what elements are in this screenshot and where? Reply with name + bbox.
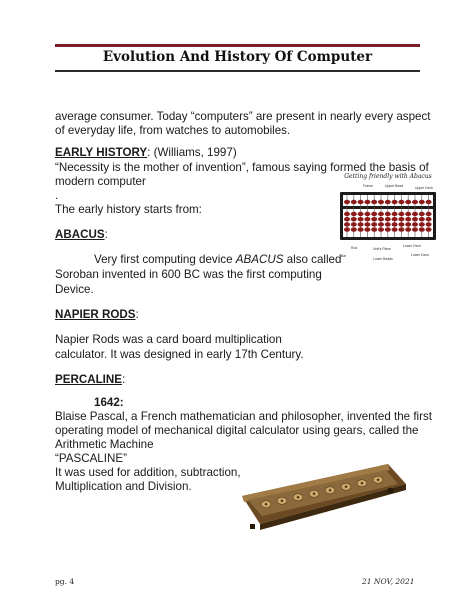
early-history-citation: : (Williams, 1997) <box>147 146 237 159</box>
abacus-label-frame: Frame <box>363 184 373 188</box>
pascaline-dial-hub <box>297 496 299 498</box>
abacus-lower-bead <box>398 227 404 231</box>
abacus-line-3: Device. <box>55 283 94 296</box>
pascaline-dial-hub <box>265 503 267 505</box>
abacus-figure <box>333 170 443 268</box>
title-bottom-rule <box>55 70 420 72</box>
pascaline-dial-hub <box>377 479 379 481</box>
abacus-lower-bead <box>398 212 404 216</box>
pascaline-heading-colon: : <box>122 373 126 386</box>
abacus-lower-bead <box>351 227 357 231</box>
abacus-lower-bead <box>344 212 350 216</box>
abacus-lower-bead <box>371 212 377 216</box>
napier-heading-colon: : <box>135 308 139 321</box>
pascaline-line-4: “PASCALINE” <box>55 452 127 465</box>
abacus-lower-bead <box>371 227 377 231</box>
abacus-label-units: Unit's Place <box>373 247 391 251</box>
abacus-lower-bead <box>385 227 391 231</box>
abacus-lower-bead <box>358 222 364 226</box>
abacus-upper-bead <box>392 200 398 204</box>
abacus-lower-bead <box>351 217 357 221</box>
abacus-heading: ABACUS <box>55 228 105 241</box>
abacus-upper-bead <box>371 200 377 204</box>
page-number: pg. 4 <box>55 577 75 586</box>
quote-line-1: “Necessity is the mother of invention”, famous saying formed the basis of <box>55 161 429 174</box>
abacus-lower-bead <box>419 222 425 226</box>
abacus-upper-bead <box>358 200 364 204</box>
footer-date: 21 NOV, 2021 <box>362 577 415 586</box>
abacus-line-2: Soroban invented in 600 BC was the first computing <box>55 268 322 281</box>
abacus-lower-bead <box>378 222 384 226</box>
abacus-label-upper-deck: Upper Deck <box>415 186 433 190</box>
abacus-upper-bead <box>419 200 425 204</box>
abacus-lower-bead <box>385 222 391 226</box>
abacus-lower-bead <box>364 227 370 231</box>
quote-line-2: modern computer <box>55 175 146 188</box>
abacus-lower-bead <box>426 222 432 226</box>
pascaline-heading: PERCALINE <box>55 373 122 386</box>
abacus-line-1-italic: ABACUS <box>235 253 284 266</box>
pascaline-dial-hub <box>281 500 283 502</box>
intro-line-2: of everyday life, from watches to automobiles. <box>55 124 291 137</box>
abacus-lower-bead <box>378 212 384 216</box>
abacus-lower-bead <box>419 212 425 216</box>
abacus-line-1 <box>94 253 341 267</box>
abacus-figure-caption: Getting friendly with Abacus <box>344 173 432 180</box>
abacus-upper-bead <box>344 200 350 204</box>
abacus-lower-bead <box>371 217 377 221</box>
early-history-heading: EARLY HISTORY <box>55 146 148 159</box>
abacus-line-1-suffix: also called <box>283 253 342 266</box>
abacus-lower-bead <box>364 217 370 221</box>
abacus-lower-bead <box>405 227 411 231</box>
title-top-rule <box>55 44 420 47</box>
pascaline-heading-line <box>55 373 125 387</box>
abacus-upper-bead <box>426 200 432 204</box>
pascaline-line-6: Multiplication and Division. <box>55 480 192 493</box>
abacus-lower-bead <box>364 212 370 216</box>
abacus-label-lower-beads: Lower Beads <box>373 257 393 261</box>
abacus-lower-bead <box>405 217 411 221</box>
abacus-lower-bead <box>344 217 350 221</box>
separator-dot: . <box>55 189 59 202</box>
pascaline-line-1: Blaise Pascal, a French mathematician and philosopher, invented the first <box>55 410 433 423</box>
abacus-lower-bead <box>358 227 364 231</box>
abacus-lower-bead <box>378 227 384 231</box>
abacus-lower-bead <box>419 217 425 221</box>
abacus-lower-bead <box>392 227 398 231</box>
early-history-starts: The early history starts from: <box>55 203 202 216</box>
abacus-heading-colon: : <box>104 228 108 241</box>
abacus-lower-bead <box>419 227 425 231</box>
abacus-upper-bead <box>378 200 384 204</box>
abacus-label-upper-bead: Upper Bead <box>385 184 404 188</box>
abacus-lower-bead <box>351 212 357 216</box>
abacus-upper-bead <box>405 200 411 204</box>
abacus-lower-bead <box>392 217 398 221</box>
abacus-lower-bead <box>412 222 418 226</box>
napier-line-1: Napier Rods was a card board multiplication <box>55 333 282 346</box>
abacus-lower-bead <box>392 212 398 216</box>
pascaline-dial-hub <box>329 489 331 491</box>
intro-line-1: average consumer. Today “computers” are present in nearly every aspect <box>55 110 431 123</box>
pascaline-dial-hub <box>345 486 347 488</box>
abacus-lower-bead <box>412 217 418 221</box>
abacus-lower-bead <box>412 227 418 231</box>
abacus-label-rod: Rod <box>351 246 358 250</box>
abacus-lower-bead <box>358 217 364 221</box>
abacus-lower-bead <box>344 222 350 226</box>
abacus-line-1-prefix: Very first computing device <box>94 253 236 266</box>
pascaline-dial-hub <box>361 482 363 484</box>
abacus-lower-bead <box>426 212 432 216</box>
page-title: Evolution And History Of Computer <box>102 49 373 65</box>
pascaline-dial-hub <box>313 493 315 495</box>
abacus-label-lower-deck: Lower Deck <box>403 244 421 248</box>
abacus-label-bar: Bar <box>341 254 347 258</box>
napier-line-2: calculator. It was designed in early 17th Century. <box>55 348 304 361</box>
pascaline-year: 1642: <box>94 396 124 409</box>
abacus-lower-bead <box>426 217 432 221</box>
abacus-lower-bead <box>405 212 411 216</box>
pascaline-foot-left <box>250 524 255 529</box>
abacus-lower-bead <box>398 217 404 221</box>
abacus-lower-bead <box>426 227 432 231</box>
abacus-lower-bead <box>344 227 350 231</box>
pascaline-foot-right <box>388 488 393 493</box>
napier-heading: NAPIER RODS <box>55 308 136 321</box>
abacus-lower-bead <box>351 222 357 226</box>
abacus-upper-bead <box>412 200 418 204</box>
abacus-lower-bead <box>392 222 398 226</box>
abacus-lower-bead <box>371 222 377 226</box>
abacus-upper-bead <box>364 200 370 204</box>
pascaline-line-5: It was used for addition, subtraction, <box>55 466 241 479</box>
abacus-lower-bead <box>358 212 364 216</box>
napier-heading-line <box>55 308 139 322</box>
pascaline-line-2: operating model of mechanical digital calculator using gears, called the <box>55 424 419 437</box>
early-history-heading-line <box>55 146 237 160</box>
abacus-upper-bead <box>351 200 357 204</box>
abacus-lower-bead <box>385 212 391 216</box>
abacus-lower-bead <box>412 212 418 216</box>
abacus-upper-bead <box>385 200 391 204</box>
pascaline-figure <box>238 462 408 534</box>
abacus-label-lower-deck-2: Lower Deck <box>411 253 429 257</box>
abacus-heading-line <box>55 228 108 242</box>
abacus-lower-bead <box>364 222 370 226</box>
abacus-lower-bead <box>398 222 404 226</box>
pascaline-line-3: Arithmetic Machine <box>55 438 154 451</box>
abacus-lower-bead <box>385 217 391 221</box>
abacus-lower-bead <box>378 217 384 221</box>
abacus-lower-bead <box>405 222 411 226</box>
abacus-upper-bead <box>398 200 404 204</box>
